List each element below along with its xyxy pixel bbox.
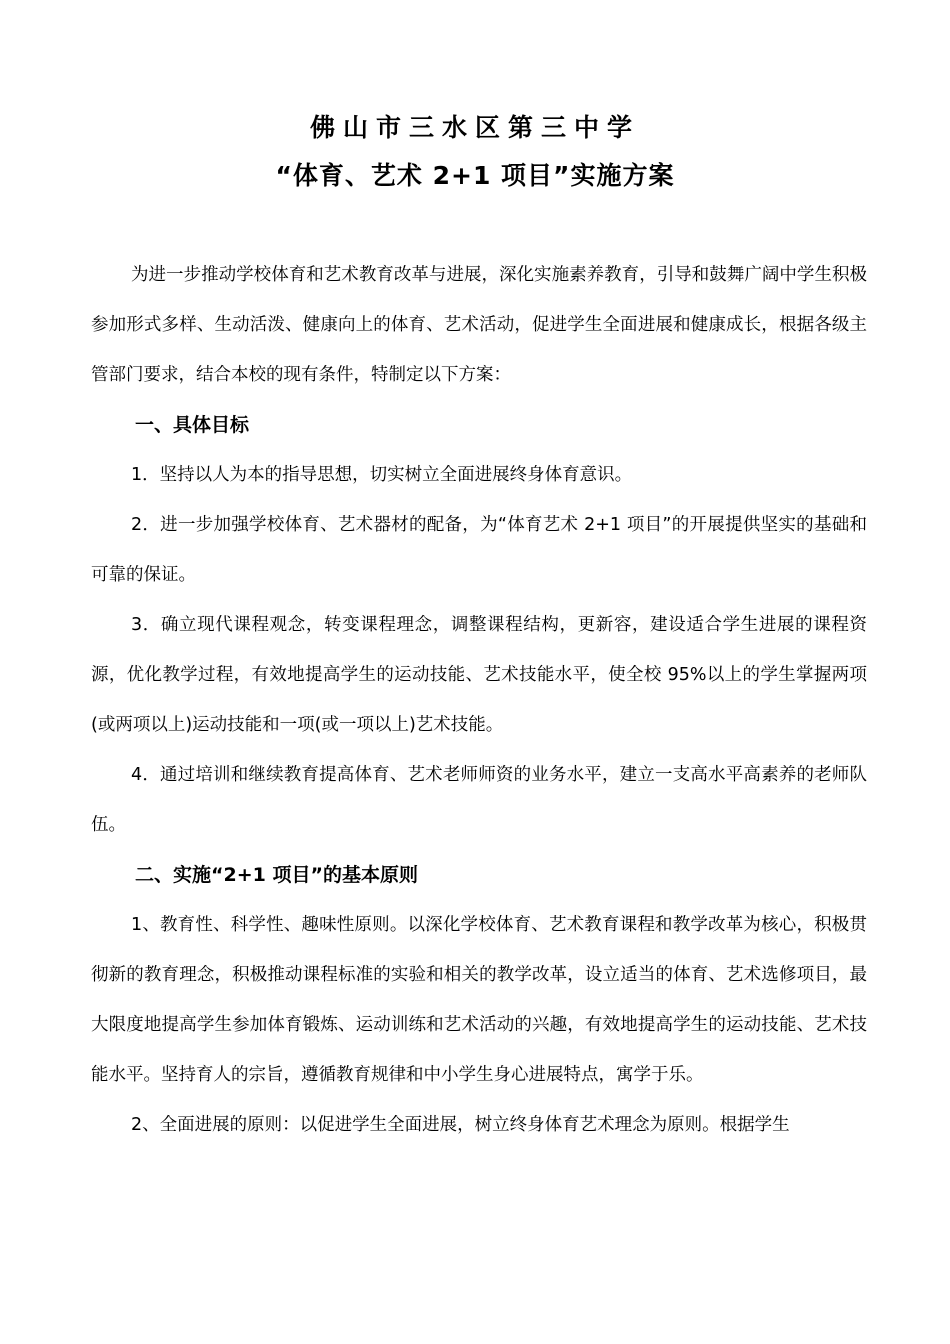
goal-item-1: 1．坚持以人为本的指导思想，切实树立全面进展终身体育意识。 [131, 465, 633, 485]
goal-item-4: 4．通过培训和继续教育提高体育、艺术老师师资的业务水平，建立一支高水平高素养的老师队伍。 [91, 765, 867, 835]
principle-item-1: 1、教育性、科学性、趣味性原则。以深化学校体育、艺术教育课程和教学改革为核心，积极贯彻新的教育理念，积极推动课程标准的实验和相关的教学改革，设立适当的体育、艺术选修项目，最大限度地提高学生参加体育锻炼、运动训练和艺术活动的兴趣，有效地提高学生的运动技能、艺术技能水平。坚持育人的宗旨，遵循教育规律和中小学生身心进展特点，寓学于乐。 [91, 915, 867, 1085]
intro-paragraph: 为进一步推动学校体育和艺术教育改革与进展，深化实施素养教育，引导和鼓舞广阔中学生积极参加形式多样、生动活泼、健康向上的体育、艺术活动，促进学生全面进展和健康成长，根据各级主管部门要求，结合本校的现有条件，特制定以下方案： [91, 265, 867, 385]
section-heading-goals: 一、具体目标 [135, 414, 250, 436]
document-body [91, 250, 867, 1150]
section-heading-principles: 二、实施“2+1 项目”的基本原则 [135, 864, 418, 886]
document-title-plan: “体育、艺术 2+1 项目”实施方案 [275, 161, 675, 190]
goal-item-3: 3．确立现代课程观念，转变课程理念，调整课程结构，更新容，建设适合学生进展的课程资源，优化教学过程，有效地提高学生的运动技能、艺术技能水平，使全校 95%以上的学生掌握两项(或两项以上)运动技能和一项(或一项以上)艺术技能。 [91, 615, 867, 735]
goal-item-2: 2．进一步加强学校体育、艺术器材的配备，为“体育艺术 2+1 项目”的开展提供坚实的基础和可靠的保证。 [91, 515, 867, 585]
document-title-school: 佛山市三水区第三中学 [309, 113, 640, 142]
principle-item-2: 2、全面进展的原则：以促进学生全面进展，树立终身体育艺术理念为原则。根据学生 [131, 1115, 790, 1135]
